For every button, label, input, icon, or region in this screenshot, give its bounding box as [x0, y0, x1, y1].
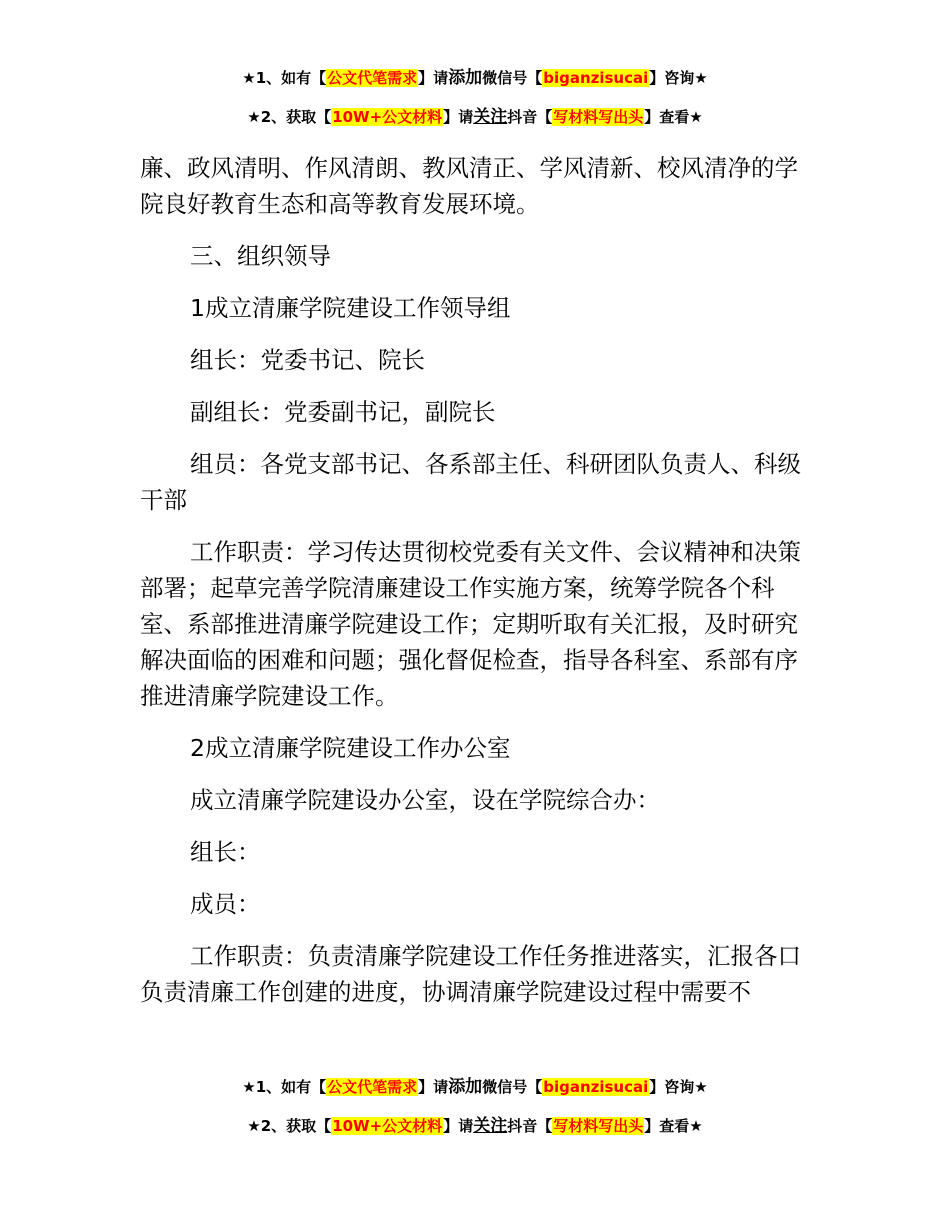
- banner-text: 】咨询★: [649, 69, 708, 87]
- paragraph: 组长：党委书记、院长: [190, 346, 425, 374]
- banner-highlight-wechat-id: biganzisucai: [543, 69, 649, 87]
- section-heading: 三、组织领导: [190, 242, 331, 270]
- header-banner-line-1: [0, 68, 950, 88]
- subsection-heading: 2成立清廉学院建设工作办公室: [190, 734, 511, 762]
- banner-text: ★2、获取【: [247, 1117, 332, 1135]
- banner-text: 】请: [443, 1117, 474, 1135]
- footer-banner-line-1: [0, 1077, 950, 1097]
- banner-text: 抖音【: [507, 108, 553, 126]
- banner-highlight-materials: 10W+公文材料: [332, 1117, 443, 1135]
- banner-text: 】查看★: [644, 1117, 703, 1135]
- paragraph: 组长：: [190, 838, 261, 866]
- banner-emphasis: 添加: [448, 68, 483, 88]
- document-body: [140, 150, 812, 1010]
- paragraph: 成立清廉学院建设办公室，设在学院综合办：: [190, 786, 660, 814]
- banner-highlight-douyin-id: 写材料写出头: [553, 1117, 644, 1135]
- paragraph: 廉、政风清明、作风清朗、教风清正、学风清新、校风清净的学院良好教育生态和高等教育发展环境。: [140, 154, 798, 218]
- paragraph: 成员：: [190, 890, 261, 918]
- banner-text: 】查看★: [644, 108, 703, 126]
- banner-text: 】咨询★: [649, 1078, 708, 1096]
- banner-highlight-service: 公文代笔需求: [327, 69, 418, 87]
- banner-text: 】请: [443, 108, 474, 126]
- subsection-heading: 1成立清廉学院建设工作领导组: [190, 294, 511, 322]
- banner-text: 】请: [418, 1078, 449, 1096]
- paragraph: 组员：各党支部书记、各系部主任、科研团队负责人、科级干部: [140, 450, 801, 514]
- banner-text: 抖音【: [507, 1117, 553, 1135]
- paragraph: 工作职责：负责清廉学院建设工作任务推进落实，汇报各口负责清廉工作创建的进度，协调清廉学院建设过程中需要不: [140, 942, 801, 1006]
- footer-banner-line-2: [0, 1116, 950, 1136]
- paragraph: 工作职责：学习传达贯彻校党委有关文件、会议精神和决策部署；起草完善学院清廉建设工作实施方案，统筹学院各个科室、系部推进清廉学院建设工作；定期听取有关汇报，及时研究解决面临的困难和问题；强化督促检查，指导各科室、系部有序推进清廉学院建设工作。: [140, 538, 801, 710]
- banner-text: ★2、获取【: [247, 108, 332, 126]
- banner-highlight-materials: 10W+公文材料: [332, 108, 443, 126]
- banner-text: 】请: [418, 69, 449, 87]
- banner-text: ★1、如有【: [242, 1078, 327, 1096]
- banner-highlight-service: 公文代笔需求: [327, 1078, 418, 1096]
- banner-highlight-douyin-id: 写材料写出头: [553, 108, 644, 126]
- paragraph: 副组长：党委副书记，副院长: [190, 398, 496, 426]
- banner-text: 微信号【: [482, 69, 543, 87]
- banner-text: ★1、如有【: [242, 69, 327, 87]
- banner-text: 微信号【: [482, 1078, 543, 1096]
- banner-emphasis: 关注: [473, 107, 508, 127]
- banner-emphasis: 添加: [448, 1077, 483, 1097]
- banner-emphasis: 关注: [473, 1116, 508, 1136]
- banner-highlight-wechat-id: biganzisucai: [543, 1078, 649, 1096]
- header-banner-line-2: [0, 107, 950, 127]
